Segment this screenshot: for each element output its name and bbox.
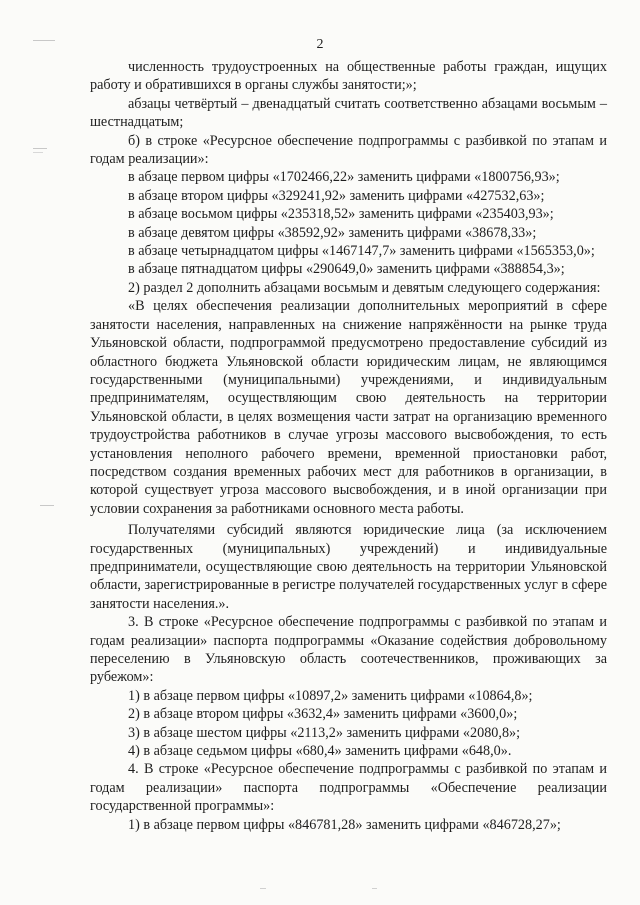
scan-artifact	[40, 505, 54, 506]
paragraph: в абзаце пятнадцатом цифры «290649,0» заменить цифрами «388854,3»;	[128, 261, 565, 278]
paragraph: 4. В строке «Ресурсное обеспечение подпрограммы с разбивкой по этапам и годам реализации» паспорта подпрограммы «Обеспечение реализации государственной программы»:	[90, 761, 607, 815]
page-number: 2	[316, 37, 324, 52]
paragraph: б) в строке «Ресурсное обеспечение подпрограммы с разбивкой по этапам и годам реализации»:	[90, 132, 607, 168]
paragraph: 4) в абзаце седьмом цифры «680,4» заменить цифрами «648,0».	[128, 743, 512, 760]
quoted-paragraph: «В целях обеспечения реализации дополнительных мероприятий в сфере занятости населения, направленных на снижение напряжённости на рынке труда Ульяновской области, подпрограммой предусмотрено предоставление субсидий из областного бюджета Ульяновской области юридическим лицам, не являющимся государственными (муниципальными) учреждениями, и индивидуальным предпринимателям, осуществляющим свою деятельность на территории Ульяновской области, в целях возмещения части затрат на организацию временного трудоустройства работников в случае угрозы массового высвобождения, то есть установления неполного рабочего времени, временной приостановки работ, посредством создания временных рабочих мест для работников в организации, в которой существует угроза массового высвобождения, и в иной организации при условии сохранения за работниками основного места работы.	[90, 298, 607, 517]
paragraph: численность трудоустроенных на общественные работы граждан, ищущих работу и обратившихся в органы службы занятости;»;	[90, 59, 607, 94]
quoted-paragraph: Получателями субсидий являются юридические лица (за исключением государственных (муниципальных) учреждений) и индивидуальные предприниматели, осуществляющие свою деятельность на территории Ульяновской области, зарегистрированные в регистре получателей государственных услуг в сфере занятости населения.».	[90, 522, 607, 612]
paragraph: 2) в абзаце втором цифры «3632,4» заменить цифрами «3600,0»;	[128, 706, 518, 723]
scan-artifact	[33, 152, 43, 153]
paragraph: 1) в абзаце первом цифры «846781,28» заменить цифрами «846728,27»;	[128, 816, 561, 833]
paragraph: 3) в абзаце шестом цифры «2113,2» заменить цифрами «2080,8»;	[128, 724, 521, 741]
paragraph: 3. В строке «Ресурсное обеспечение подпрограммы с разбивкой по этапам и годам реализации» паспорта подпрограммы «Оказание содействия добровольному переселению в Ульяновскую область соотечественников, проживающих за рубежом»:	[90, 614, 607, 686]
paragraph: 1) в абзаце первом цифры «10897,2» заменить цифрами «10864,8»;	[128, 687, 533, 704]
scan-artifact	[33, 148, 47, 149]
paragraph: в абзаце четырнадцатом цифры «1467147,7» заменить цифрами «1565353,0»;	[128, 243, 595, 260]
paragraph: в абзаце первом цифры «1702466,22» заменить цифрами «1800756,93»;	[128, 169, 560, 186]
document-body	[90, 58, 607, 834]
paragraph: абзацы четвёртый – двенадцатый считать соответственно абзацами восьмым – шестнадцатым;	[90, 95, 607, 131]
paragraph: 2) раздел 2 дополнить абзацами восьмым и девятым следующего содержания:	[128, 279, 601, 296]
paragraph: в абзаце девятом цифры «38592,92» заменить цифрами «38678,33»;	[128, 224, 537, 241]
scan-artifact	[260, 888, 266, 889]
scan-artifact	[372, 888, 377, 889]
paragraph: в абзаце восьмом цифры «235318,52» заменить цифрами «235403,93»;	[128, 206, 554, 223]
paragraph: в абзаце втором цифры «329241,92» заменить цифрами «427532,63»;	[128, 187, 545, 204]
